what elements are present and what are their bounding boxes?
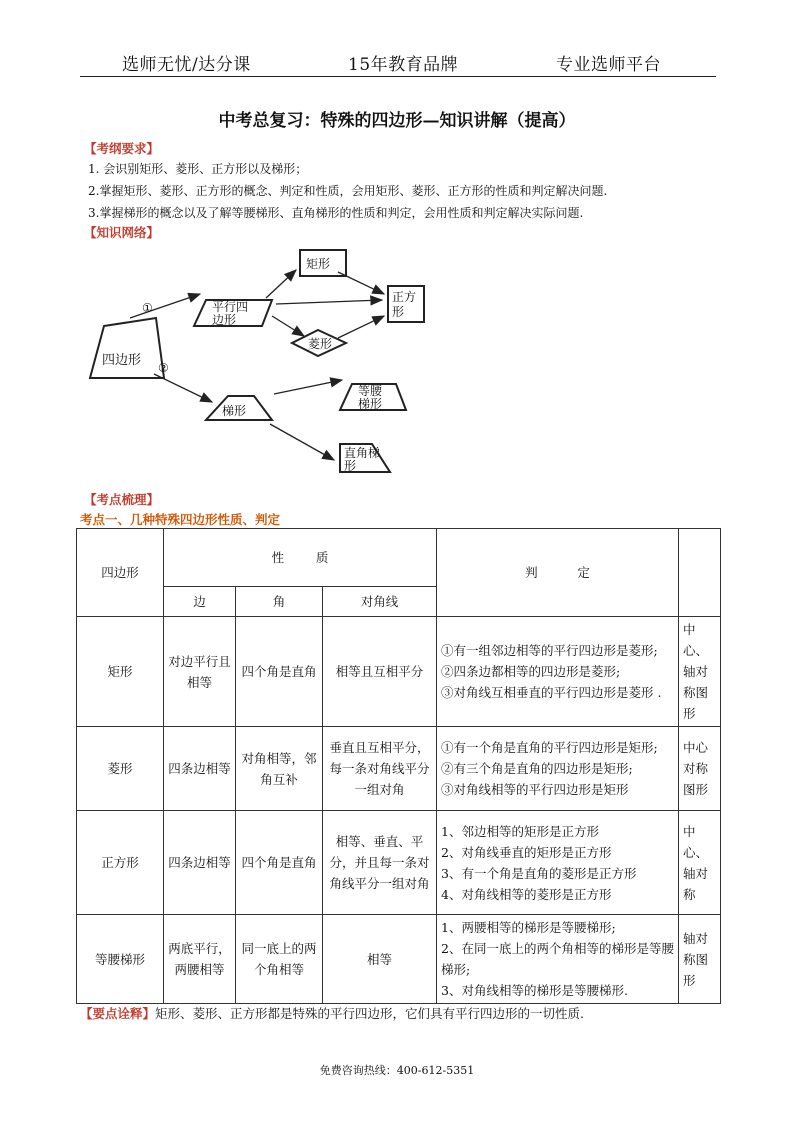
header-property: 性 质	[164, 529, 437, 587]
row-angle: 四个角是直角	[236, 811, 323, 915]
requirement-item: 2.掌握矩形、菱形、正方形的概念、判定和性质，会用矩形、菱形、正方形的性质和判定解决问题.	[88, 184, 608, 198]
parallelogram-label-2: 边形	[212, 313, 237, 327]
arrow-rhombus-to-square	[338, 316, 384, 338]
trapezoid-label: 梯形	[222, 404, 247, 418]
arrow-trapezoid-to-right	[270, 424, 334, 460]
marker-one: ①	[142, 301, 153, 315]
square-label-2: 形	[392, 305, 405, 319]
row-side: 四条边相等	[164, 811, 236, 915]
row-judgement: ①有一组邻边相等的平行四边形是菱形; ②四条边都相等的四边形是菱形; ③对角线互相垂直的平行四边形是菱形 .	[437, 617, 679, 727]
arrow-quad-to-parallelogram	[130, 294, 200, 318]
row-diagonal: 相等且互相平分	[323, 617, 437, 727]
row-name: 矩形	[77, 617, 164, 727]
table-row	[77, 617, 721, 727]
arrow-trapezoid-to-isosceles	[274, 380, 342, 394]
row-diagonal: 垂直且互相平分，每一条对角线平分一组对角	[323, 727, 437, 811]
row-side: 对边平行且相等	[164, 617, 236, 727]
isosceles-label-1: 等腰	[358, 384, 383, 398]
row-angle: 对角相等，邻角互补	[236, 727, 323, 811]
row-diagonal: 相等	[323, 915, 437, 1004]
row-judgement: 1、两腰相等的梯形是等腰梯形; 2、在同一底上的两个角相等的梯形是等腰梯形; 3、对角线相等的梯形是等腰梯形.	[437, 915, 679, 1004]
key-point-tag: 【要点诠释】	[80, 1006, 156, 1021]
row-judgement: 1、邻边相等的矩形是正方形 2、对角线垂直的矩形是正方形 3、有一个角是直角的菱形是正方形 4、对角线相等的菱形是正方形	[437, 811, 679, 915]
row-judgement: ①有一个角是直角的平行四边形是矩形; ②有三个角是直角的四边形是矩形; ③对角线相等的平行四边形是矩形	[437, 727, 679, 811]
arrow-parallelogram-to-square	[276, 300, 382, 304]
row-symmetry: 中心对称图形	[679, 727, 721, 811]
summary-heading: 【考点梳理】	[84, 492, 160, 507]
requirement-item: 1. 会识别矩形、菱形、正方形以及梯形；	[88, 162, 308, 176]
row-side: 两底平行，两腰相等	[164, 915, 236, 1004]
header-quad: 四边形	[77, 529, 164, 617]
square-label-1: 正方	[392, 290, 417, 304]
arrow-parallelogram-to-rhombus	[272, 316, 304, 336]
key-point-text: 矩形、菱形、正方形都是特殊的平行四边形，它们具有平行四边形的一切性质.	[155, 1006, 584, 1021]
right-trapezoid-label-2: 形	[344, 459, 357, 473]
table-row	[77, 727, 721, 811]
header-angle: 角	[236, 587, 323, 617]
quad-label: 四边形	[102, 353, 142, 368]
right-trapezoid-label-1: 直角梯	[344, 446, 381, 460]
header-brand: 选师无忧/达分课	[122, 55, 251, 75]
row-symmetry: 轴对称图形	[679, 915, 721, 1004]
row-symmetry: 中心、轴对称	[679, 811, 721, 915]
arrow-parallelogram-to-rectangle	[266, 270, 296, 298]
row-side: 四条边相等	[164, 727, 236, 811]
header-platform: 专业选师平台	[556, 55, 661, 75]
properties-table	[76, 528, 720, 1004]
row-angle: 四个角是直角	[236, 617, 323, 727]
footer-hotline: 免费咨询热线：400-612-5351	[319, 1064, 475, 1077]
requirements-heading: 【考纲要求】	[84, 141, 160, 156]
knowledge-network-diagram	[0, 0, 794, 500]
table-row	[77, 915, 721, 1004]
parallelogram-label-1: 平行四	[212, 300, 249, 314]
quadrilateral-shape	[90, 318, 164, 378]
row-name: 等腰梯形	[77, 915, 164, 1004]
row-name: 菱形	[77, 727, 164, 811]
header-diagonal: 对角线	[323, 587, 437, 617]
header-symmetry	[679, 529, 721, 617]
row-symmetry: 中心、轴对称图形	[679, 617, 721, 727]
page-title: 中考总复习：特殊的四边形—知识讲解（提高）	[218, 111, 576, 131]
key-point-note	[80, 1004, 584, 1022]
arrow-rectangle-to-square	[338, 272, 384, 294]
rectangle-label: 矩形	[306, 257, 331, 271]
row-diagonal: 相等、垂直、平分，并且每一条对角线平分一组对角	[323, 811, 437, 915]
summary-subheading: 考点一、几种特殊四边形性质、判定	[80, 512, 281, 527]
isosceles-label-2: 梯形	[358, 397, 383, 411]
network-heading: 【知识网络】	[84, 225, 160, 240]
row-name: 正方形	[77, 811, 164, 915]
row-angle: 同一底上的两个角相等	[236, 915, 323, 1004]
arrow-quad-to-trapezoid	[154, 374, 212, 402]
header-side: 边	[164, 587, 236, 617]
table-row	[77, 811, 721, 915]
rhombus-label: 菱形	[308, 337, 333, 351]
header-judgement: 判 定	[437, 529, 679, 617]
header-slogan: 15年教育品牌	[348, 55, 459, 75]
requirement-item: 3.掌握梯形的概念以及了解等腰梯形、直角梯形的性质和判定，会用性质和判定解决实际问题.	[88, 206, 584, 220]
marker-two: ②	[158, 361, 169, 375]
